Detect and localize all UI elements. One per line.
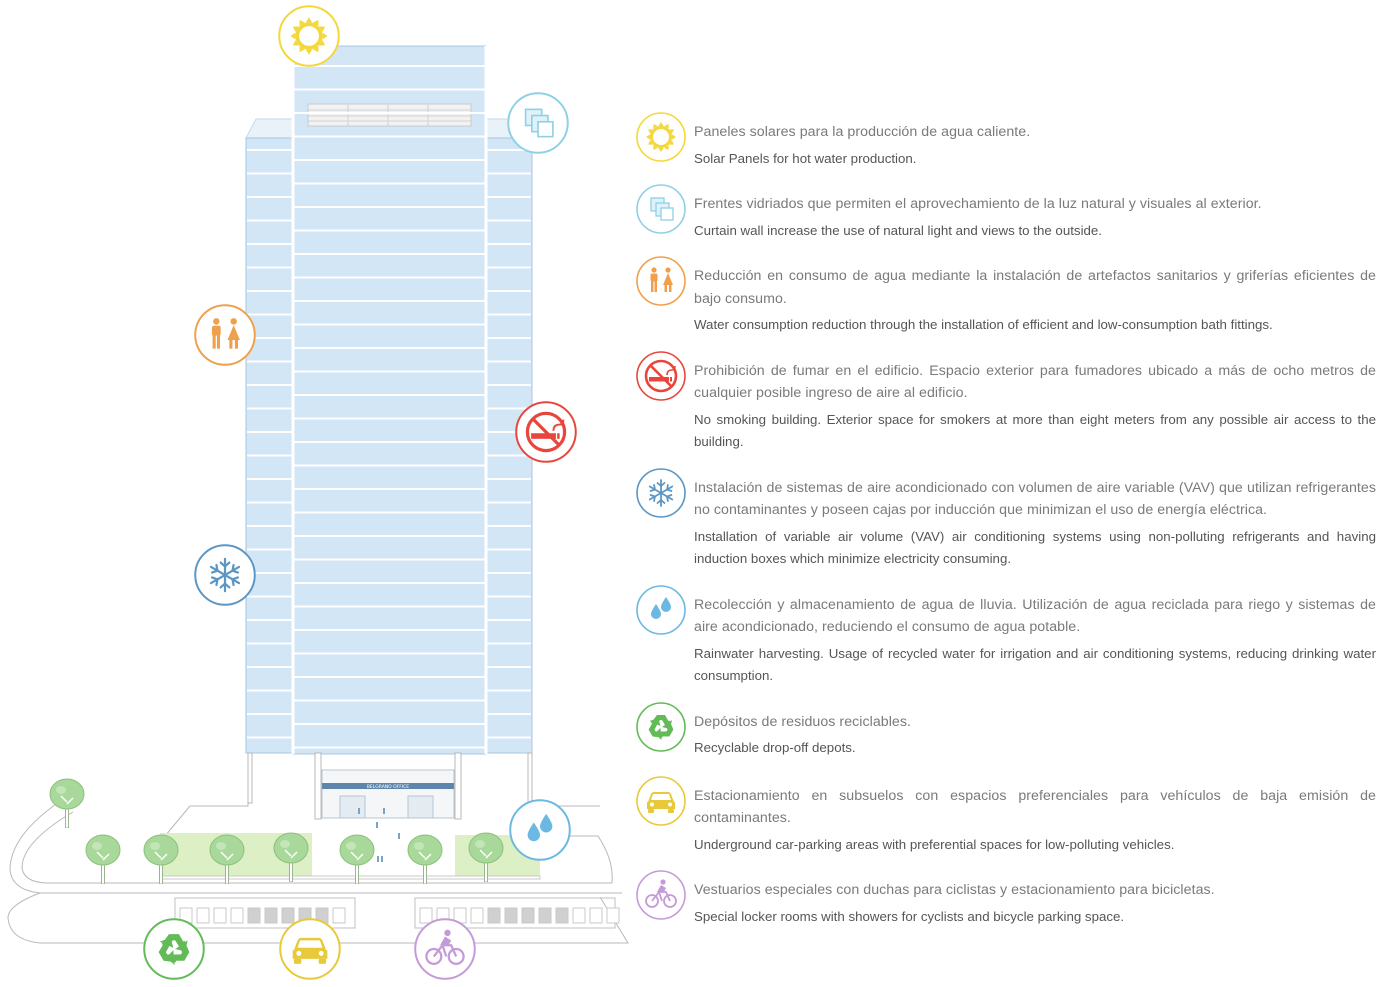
legend-text-es: Reducción en consumo de agua mediante la instalación de artefactos sanitarios y griferías eficientes de bajo consumo. (694, 268, 1376, 307)
legend-text-en: Underground car-parking areas with preferential spaces for low-polluting vehicles. (694, 836, 1175, 852)
legend-item (636, 112, 1376, 170)
legend-text-es: Paneles solares para la producción de agua caliente. (694, 124, 1031, 140)
snowflake-icon (195, 545, 255, 605)
legend-text-en: Curtain wall increase the use of natural light and views to the outside. (694, 222, 1103, 238)
restroom-icon (195, 305, 255, 365)
legend-text-es: Depósitos de residuos reciclables. (694, 713, 911, 730)
legend-text-en: No smoking building. Exterior space for smokers at more than eight meters from any possible air access to the building. (694, 411, 1376, 449)
sun-icon (279, 6, 339, 66)
no-smoking-icon (516, 402, 576, 462)
building-sign: BELGRANO OFFICE (366, 785, 410, 790)
legend-text-en: Water consumption reduction through the installation of efficient and low-consumption bath fittings. (694, 317, 1273, 332)
snowflake-icon (636, 468, 686, 518)
legend-item (636, 468, 1376, 571)
building-illustration (0, 0, 640, 987)
sun-icon (636, 112, 686, 162)
legend-text-es: Prohibición de fumar en el edificio. Espacio exterior para fumadores ubicado a más de ocho metros de cualquier posible ingreso de aire al edificio. (694, 362, 1376, 401)
legend-text-es: Instalación de sistemas de aire acondicionado con volumen de aire variable (VAV) que utilizan refrigerantes no contaminantes y poseen cajas por inducción que minimizan el uso de energía eléctrica. (694, 479, 1376, 518)
water-drops-icon (510, 800, 570, 860)
legend-text-en: Solar Panels for hot water production. (694, 150, 917, 166)
tower-left-wing (246, 119, 295, 753)
legend-item (636, 256, 1376, 337)
legend-text-es: Vestuarios especiales con duchas para ciclistas y estacionamiento para bicicletas. (694, 882, 1215, 898)
legend-item (636, 585, 1376, 688)
recycle-icon (144, 919, 204, 979)
legend-item (636, 702, 1376, 760)
tower-central-volume (293, 46, 486, 754)
glass-panels-icon (636, 184, 686, 234)
glass-panels-icon (508, 93, 568, 153)
legend-text-es: Frentes vidriados que permiten el aprovechamiento de la luz natural y visuales al exterior. (694, 196, 1262, 212)
car-icon (280, 919, 340, 979)
bicycle-icon (415, 919, 475, 979)
legend-text-en: Recyclable drop-off depots. (694, 740, 856, 755)
parking-level (175, 898, 619, 928)
bicycle-icon (636, 870, 686, 920)
legend-text-en: Installation of variable air volume (VAV) air conditioning systems using non-polluting refrigerants and having induction boxes which minimize electricity consuming. (694, 528, 1376, 566)
legend-item (636, 776, 1376, 857)
legend (636, 112, 1376, 928)
legend-item (636, 351, 1376, 454)
legend-text-es: Estacionamiento en subsuelos con espacios preferenciales para vehículos de baja emisión de contaminantes. (694, 787, 1376, 826)
restroom-icon (636, 256, 686, 306)
car-icon (636, 776, 686, 826)
recycle-icon (636, 702, 686, 752)
legend-item (636, 870, 1376, 928)
water-drops-icon (636, 585, 686, 635)
no-smoking-icon (636, 351, 686, 401)
legend-text-es: Recolección y almacenamiento de agua de lluvia. Utilización de agua reciclada para riego y sistemas de aire acondicionado, reduciendo el consumo de agua potable. (694, 596, 1376, 635)
entrance-lobby (322, 770, 454, 818)
legend-item (636, 184, 1376, 242)
legend-text-en: Rainwater harvesting. Usage of recycled water for irrigation and air conditioning systems, reducing drinking water consumption. (694, 645, 1376, 683)
legend-text-en: Special locker rooms with showers for cyclists and bicycle parking space. (694, 908, 1125, 924)
